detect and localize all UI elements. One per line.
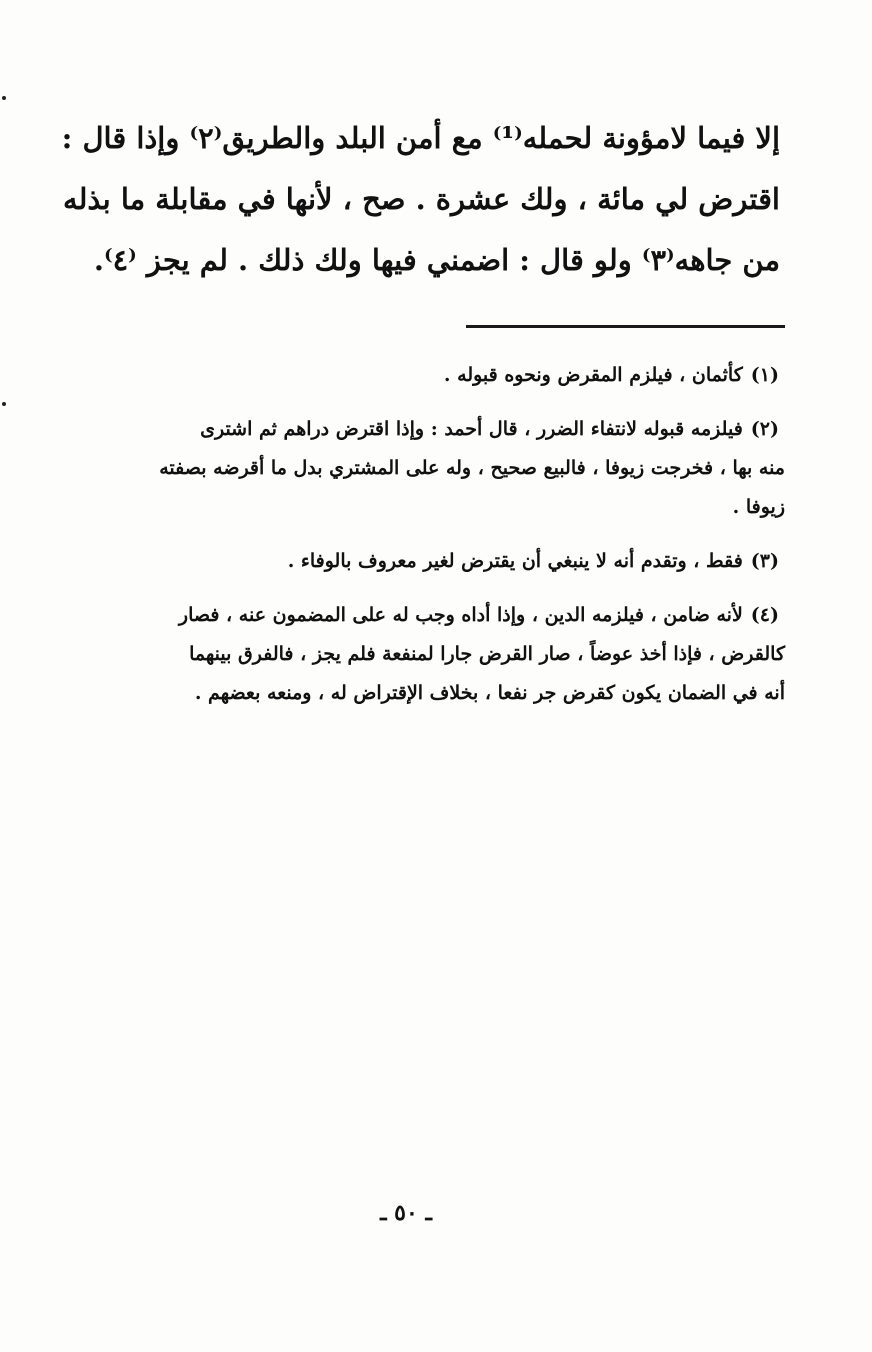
- footnote-line: [45, 542, 785, 581]
- footnote-text: فقط ، وتقدم أنه لا ينبغي أن يقترض لغير معروف بالوفاء .: [287, 550, 743, 572]
- footnote-line: منه بها ، فخرجت زيوفا ، فالبيع صحيح ، وله على المشتري بدل ما أقرضه بصفته: [159, 457, 785, 479]
- scan-speck: [2, 402, 6, 406]
- scan-speck: [2, 96, 6, 100]
- footnote-number: (١): [750, 364, 779, 386]
- footnote-1: [45, 356, 785, 395]
- footnote-number: (٣): [750, 550, 779, 572]
- footnote-line: [45, 356, 785, 395]
- footnote-number: (٤): [750, 604, 779, 626]
- footnote-line: زيوفا .: [732, 496, 785, 518]
- page-number: ـ ٥٠ ـ: [380, 1200, 432, 1226]
- main-text-line: من جاهه⁽٣⁾ ولو قال : اضمني فيها ولك ذلك . لم يجز ⁽٤⁾.: [93, 243, 780, 277]
- footnote-2: [45, 410, 785, 527]
- footnotes-section: [45, 356, 785, 728]
- footnote-line: أنه في الضمان يكون كقرض جر نفعا ، بخلاف الإقتراض له ، ومنعه بعضهم .: [194, 682, 785, 704]
- footnote-3: [45, 542, 785, 581]
- footnote-text: لأنه ضامن ، فيلزمه الدين ، وإذا أداه وجب له على المضمون عنه ، فصار: [178, 604, 743, 626]
- footnote-number: (٢): [750, 418, 779, 440]
- footnote-text: كأثمان ، فيلزم المقرض ونحوه قبوله .: [443, 364, 743, 386]
- main-text-line: اقترض لي مائة ، ولك عشرة . صح ، لأنها في مقابلة ما بذله: [63, 182, 780, 216]
- footnote-text: فيلزمه قبوله لانتفاء الضرر ، قال أحمد : وإذا اقترض دراهم ثم اشترى: [200, 418, 743, 440]
- footnote-line: كالقرض ، فإذا أخذ عوضاً ، صار القرض جارا لمنفعة فلم يجز ، فالفرق بينهما: [189, 643, 785, 665]
- footnote-separator: [466, 325, 785, 328]
- main-text-block: [50, 108, 780, 291]
- footnote-line: [45, 410, 785, 449]
- footnote-4: [45, 596, 785, 713]
- main-text-line: إلا فيما لامؤونة لحمله⁽¹⁾ مع أمن البلد والطريق⁽٢⁾ وإذا قال :: [61, 121, 780, 155]
- footnote-line: [45, 596, 785, 635]
